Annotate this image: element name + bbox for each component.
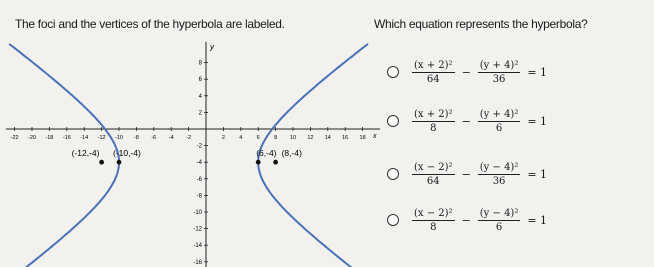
answer-option-1[interactable] — [387, 55, 551, 89]
term2-denominator: 6 — [495, 122, 503, 134]
radio-button[interactable] — [387, 115, 399, 127]
term2-numerator: (y + 4)² — [479, 108, 519, 120]
answer-option-2[interactable] — [387, 104, 551, 138]
equals-one: = 1 — [527, 213, 548, 227]
x-tick-label: 18 — [359, 135, 366, 141]
operator: − — [461, 213, 471, 227]
y-tick-label: 6 — [198, 77, 202, 84]
y-tick-label: -10 — [193, 210, 202, 216]
equation — [409, 162, 551, 187]
equals-one: = 1 — [527, 167, 548, 181]
y-tick-label: -12 — [193, 226, 202, 233]
y-axis-label: y — [210, 42, 214, 52]
equation — [409, 109, 551, 134]
y-tick-label: 2 — [198, 110, 202, 117]
point-marker — [99, 160, 104, 165]
radio-button[interactable] — [387, 168, 399, 180]
x-tick-label: -14 — [80, 135, 89, 141]
point-label: (8,-4) — [281, 148, 302, 159]
term1-numerator: (x + 2)² — [414, 108, 453, 120]
x-tick-label: 16 — [342, 135, 349, 141]
y-tick-label: -2 — [196, 143, 202, 150]
x-tick-label: -16 — [62, 135, 71, 141]
point-marker — [256, 160, 261, 165]
point-label: (-12,-4) — [71, 148, 100, 159]
equals-one: = 1 — [527, 114, 548, 128]
question-text: Which equation represents the hyperbola? — [374, 17, 588, 31]
x-tick-label: 8 — [274, 135, 278, 141]
term2-numerator: (y − 4)² — [479, 161, 519, 173]
x-tick-label: 14 — [324, 135, 331, 141]
question-prompt: The foci and the vertices of the hyperbola are labeled. — [15, 17, 285, 31]
x-tick-label: -12 — [97, 135, 106, 141]
answer-option-3[interactable] — [387, 157, 551, 191]
x-tick-label: 2 — [221, 135, 225, 141]
answer-option-4[interactable] — [387, 203, 551, 237]
x-tick-label: -20 — [28, 135, 36, 141]
equals-one: = 1 — [527, 65, 548, 79]
x-tick-label: -2 — [186, 135, 192, 141]
y-tick-label: -8 — [196, 193, 202, 200]
term2-numerator: (y − 4)² — [479, 207, 519, 219]
x-tick-label: -4 — [168, 135, 174, 141]
x-tick-label: -8 — [133, 135, 139, 141]
x-tick-label: 10 — [289, 135, 297, 141]
term1-denominator: 64 — [426, 73, 440, 85]
term2-denominator: 36 — [492, 175, 506, 187]
term2-denominator: 36 — [492, 73, 506, 85]
radio-button[interactable] — [387, 214, 399, 226]
operator: − — [461, 65, 471, 79]
operator: − — [461, 167, 471, 181]
point-marker — [117, 160, 122, 165]
hyperbola-left-branch — [9, 44, 119, 267]
term1-denominator: 64 — [426, 175, 440, 187]
x-axis-label: x — [373, 133, 377, 140]
term1-denominator: 8 — [430, 221, 437, 233]
y-tick-label: 8 — [198, 60, 202, 67]
point-marker — [273, 160, 278, 165]
term1-numerator: (x − 2)² — [414, 207, 453, 219]
x-tick-label: 12 — [307, 135, 314, 141]
point-label: (6,-4) — [256, 148, 277, 159]
term1-numerator: (x + 2)² — [414, 59, 453, 71]
operator: − — [461, 114, 471, 128]
term2-denominator: 6 — [495, 221, 503, 233]
equation — [409, 208, 551, 233]
radio-button[interactable] — [387, 66, 399, 78]
x-tick-label: -18 — [45, 135, 54, 141]
x-tick-label: -10 — [115, 135, 123, 141]
y-tick-label: 4 — [198, 93, 202, 100]
hyperbola-graph — [0, 40, 377, 267]
x-tick-label: 4 — [239, 135, 243, 141]
term1-denominator: 8 — [430, 122, 437, 134]
y-tick-label: -6 — [196, 176, 202, 183]
point-label: (-10,-4) — [113, 148, 141, 159]
x-tick-label: -6 — [151, 135, 157, 141]
y-tick-label: -14 — [193, 243, 202, 250]
term1-numerator: (x − 2)² — [414, 161, 453, 173]
x-tick-label: -22 — [10, 135, 19, 141]
y-tick-label: -4 — [196, 160, 202, 167]
y-tick-label: -16 — [193, 259, 202, 266]
x-tick-label: 6 — [256, 135, 260, 141]
equation — [409, 60, 551, 85]
term2-numerator: (y + 4)² — [479, 59, 519, 71]
